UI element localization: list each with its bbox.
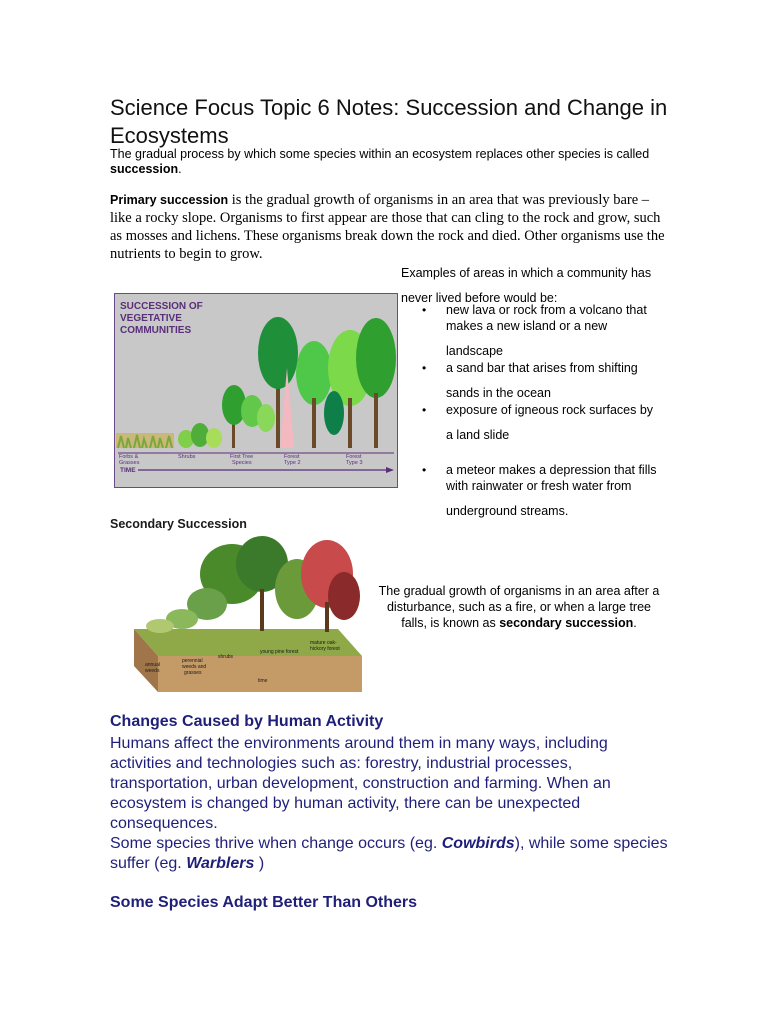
examples-intro: Examples of areas in which a community has never lived before would be: xyxy=(401,266,652,305)
example-3-line-2: a land slide xyxy=(446,428,510,442)
list-item xyxy=(418,360,668,401)
figure-title-line-2: VEGETATIVE xyxy=(120,313,182,324)
human-activity-heading: Changes Caused by Human Activity xyxy=(110,713,384,730)
bullet-icon: • xyxy=(422,303,427,317)
stage-label-forest-3: Forest xyxy=(346,454,362,460)
time-label: time xyxy=(258,678,268,684)
stage-label-type-2: Type 2 xyxy=(284,460,301,466)
primary-term: Primary succession xyxy=(110,193,229,207)
species-text-c: ) xyxy=(254,855,265,872)
secondary-succession-text xyxy=(378,583,660,631)
intro-term: succession xyxy=(110,162,179,176)
label-shrubs: shrubs xyxy=(218,654,234,660)
stage-label-shrubs: Shrubs xyxy=(178,454,196,460)
example-1-line-2: makes a new island or a new xyxy=(446,319,608,333)
example-3-line-1: exposure of igneous rock surfaces by xyxy=(446,403,654,417)
page-title: Science Focus Topic 6 Notes: Succession and Change in Ecosystems xyxy=(110,95,668,148)
example-2-line-2: sands in the ocean xyxy=(446,386,551,400)
label-young-pine-forest: young pine forest xyxy=(260,649,299,655)
list-item xyxy=(418,402,668,443)
figure-title-line-3: COMMUNITIES xyxy=(120,325,192,336)
bullet-icon: • xyxy=(422,403,427,417)
secondary-succession-heading: Secondary Succession xyxy=(110,517,247,531)
stage-label-species: Species xyxy=(232,460,252,466)
species-text-b: ), while some species suffer (eg. xyxy=(110,835,668,872)
label-mature-1: mature oak- xyxy=(310,640,337,646)
example-4-line-1: a meteor makes a depression that fills xyxy=(446,463,657,477)
label-perennial-1: perennial xyxy=(182,658,203,664)
stage-label-forbs: Forbs & xyxy=(119,454,139,460)
bullet-icon: • xyxy=(422,463,427,477)
intro-paragraph xyxy=(110,147,670,177)
species-text-a: Some species thrive when change occurs (eg. xyxy=(110,835,442,852)
label-annual-weeds-1: annual xyxy=(145,662,161,668)
human-paragraph-text: Humans affect the environments around them in many ways, including activities and technologies such as: forestry, industrial processes, transportation, urban development, construction and farming. When an ecosystem is changed by human activity, there can be unexpected consequences. xyxy=(110,735,611,832)
stage-label-forest-2: Forest xyxy=(284,454,300,460)
label-annual-weeds-2: weeds xyxy=(145,668,160,674)
warblers-term: Warblers xyxy=(186,855,255,872)
stage-label-grasses: Grasses xyxy=(119,460,140,466)
secondary-text: The gradual growth of organisms in an area after a disturbance, such as a fire, or when a large tree falls, is known as xyxy=(378,584,660,630)
grasses-illustration xyxy=(116,433,174,448)
example-4-line-2: with rainwater or fresh water from xyxy=(446,479,632,493)
label-perennial-2: weeds and xyxy=(182,664,207,670)
secondary-succession-figure xyxy=(112,534,374,694)
cowbirds-term: Cowbirds xyxy=(441,835,515,852)
example-2-line-1: a sand bar that arises from shifting xyxy=(446,361,638,375)
forest-illustration xyxy=(146,536,360,633)
stage-label-type-3: Type 3 xyxy=(346,460,363,466)
stage-label-first-tree: First Tree xyxy=(230,454,254,460)
time-axis-label: TIME xyxy=(120,467,136,474)
example-1-line-1: new lava or rock from a volcano that xyxy=(446,303,647,317)
succession-figure xyxy=(114,293,398,488)
list-item xyxy=(418,302,668,359)
secondary-term: secondary succession xyxy=(499,616,634,630)
primary-succession-paragraph xyxy=(110,191,665,263)
intro-text: The gradual process by which some species within an ecosystem replaces other species is called xyxy=(110,147,650,161)
example-1-line-3: landscape xyxy=(446,344,503,358)
example-4-line-3: underground streams. xyxy=(446,504,569,518)
adapt-heading: Some Species Adapt Better Than Others xyxy=(110,894,418,911)
intro-end: . xyxy=(178,162,182,176)
examples-list xyxy=(418,302,668,519)
label-mature-2: hickory forest xyxy=(310,646,340,652)
list-item xyxy=(418,462,668,519)
primary-text: is the gradual growth of organisms in an area that was previously bare – like a rocky slope. Organisms to first appear are those that can cling to the rock and grow, such as mosses and lichens. These organisms break down the rock and died. Other organisms use the nutrients to begin to grow. xyxy=(110,192,665,262)
secondary-end: . xyxy=(633,616,637,630)
label-perennial-3: grasses xyxy=(184,670,202,676)
figure-title-line-1: SUCCESSION OF xyxy=(120,301,203,312)
bullet-icon: • xyxy=(422,361,427,375)
human-activity-paragraph xyxy=(110,734,670,874)
